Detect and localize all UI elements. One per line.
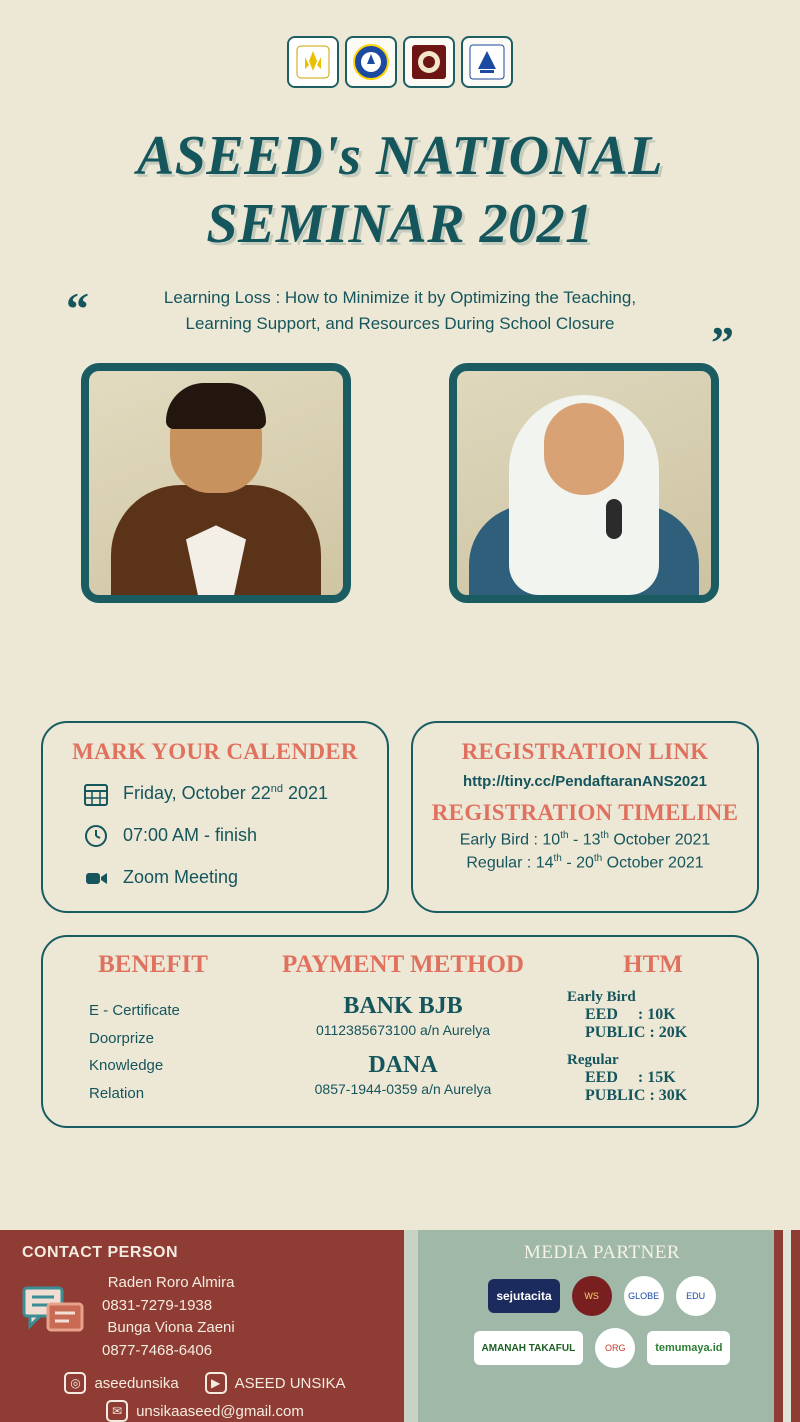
benefit-title: BENEFIT [98, 950, 208, 978]
media-partner-title: MEDIA PARTNER [523, 1242, 681, 1263]
calendar-icon [83, 781, 109, 807]
email-label: unsikaaseed@gmail.com [136, 1402, 304, 1420]
list-item: Knowledge [89, 1057, 164, 1075]
speaker-name-2b: S.sos., M.SIPh. [515, 628, 653, 650]
registration-regular [431, 853, 739, 872]
htm-early-public [567, 1024, 753, 1042]
payment-bank-account: 0112385673100 a/n Aurelya [315, 1021, 491, 1038]
partner-circle-4: ORG [595, 1328, 635, 1368]
payment-ewallet-name: DANA [368, 1051, 438, 1078]
aseed-icon [468, 43, 506, 81]
calendar-date-sup: nd [270, 783, 283, 796]
regular-mid: - 20 [561, 854, 594, 872]
university-logo [403, 36, 455, 88]
htm-group-regular [553, 1052, 753, 1105]
footer-right-stripe [774, 1230, 800, 1422]
early-sup1: th [560, 829, 569, 841]
htm-regular-eed-price: : 15K [637, 1068, 676, 1086]
speaker-name-2a: Sherly Annavita Rahmi [483, 604, 685, 626]
speaker-card-2 [419, 363, 749, 687]
htm-regular-public-price: : 30K [649, 1086, 688, 1104]
list-item: Relation [89, 1085, 145, 1103]
footer [0, 1230, 800, 1422]
htm-group-early [553, 989, 753, 1042]
registration-link-title: REGISTRATION LINK [461, 738, 709, 764]
payment-bank-name: BANK BJB [343, 992, 463, 1019]
calendar-date-row [61, 781, 369, 807]
calendar-date-suffix: 2021 [282, 783, 329, 804]
sejutacita-logo: sejutacita [488, 1279, 559, 1313]
list-item: Doorprize [89, 1029, 155, 1047]
htm-regular-eed-type: EED [585, 1068, 618, 1086]
unsika-icon [352, 43, 390, 81]
tut-wuri-icon [296, 45, 330, 79]
contact-people [96, 1272, 240, 1362]
speaker-card-1 [51, 363, 381, 687]
tut-wuri-handayani-logo [287, 36, 339, 88]
temumaya-logo: temumaya.id [647, 1331, 730, 1365]
registration-panel [411, 721, 759, 913]
htm-regular-label: Regular [567, 1051, 619, 1068]
speaker-hair [166, 383, 266, 429]
quote-close-icon: ” [711, 316, 734, 368]
payment-title: PAYMENT METHOD [282, 950, 524, 978]
benefit-list [53, 997, 253, 1108]
htm-early-label: Early Bird [567, 988, 636, 1005]
htm-early-eed-price: : 10K [637, 1005, 676, 1023]
list-item: E - Certificate [89, 1001, 180, 1019]
social-row-1 [22, 1372, 388, 1394]
university-icon [410, 43, 448, 81]
page-title [0, 122, 800, 259]
htm-regular-public [567, 1087, 753, 1105]
contact-phone-1: 0831-7279-1938 [102, 1296, 213, 1314]
regular-tail: October 2021 [602, 854, 704, 872]
title-line-2: SEMINAR 2021 [206, 193, 594, 256]
calendar-time: 07:00 AM - finish [123, 825, 258, 846]
payment-column [253, 951, 553, 1108]
htm-early-public-price: : 20K [649, 1023, 688, 1041]
htm-early-public-type: PUBLIC [585, 1023, 646, 1041]
regular-label: Regular : 14 [466, 854, 554, 872]
calendar-time-row [61, 823, 369, 849]
htm-early-eed-type: EED [585, 1005, 618, 1023]
media-partner-row-2 [414, 1328, 790, 1368]
contact-section [0, 1230, 404, 1422]
partner-circle-3: EDU [676, 1276, 716, 1316]
contact-title: CONTACT PERSON [22, 1244, 179, 1261]
htm-title: HTM [623, 950, 683, 978]
social-links [22, 1372, 388, 1422]
htm-regular-eed [567, 1069, 753, 1087]
calendar-panel [41, 721, 389, 913]
subtitle-quote [52, 282, 748, 368]
youtube-label: ASEED UNSIKA [234, 1374, 346, 1392]
speaker-role-1b: Pradita Dirgantara [169, 651, 263, 664]
speaker-photo-2 [449, 363, 719, 603]
contact-name-2: Bunga Viona Zaeni [107, 1319, 235, 1336]
info-panels [0, 721, 800, 913]
calendar-platform: Zoom Meeting [123, 867, 239, 888]
regular-sup1: th [553, 853, 562, 865]
clock-icon [83, 823, 109, 849]
speaker2-face [544, 403, 624, 495]
title-line-1: ASEED's NATIONAL [136, 125, 664, 187]
logo-row [0, 0, 800, 88]
payment-ewallet-account: 0857-1944-0359 a/n Aurelya [314, 1080, 492, 1097]
aseed-logo [461, 36, 513, 88]
instagram-icon: ◎ [64, 1372, 86, 1394]
youtube-icon: ▶ [205, 1372, 227, 1394]
contact-body [22, 1272, 388, 1362]
calendar-title: MARK YOUR CALENDER [72, 738, 358, 764]
early-sup2: th [600, 829, 609, 841]
video-camera-icon [83, 865, 109, 891]
media-partner-row-1 [414, 1276, 790, 1316]
calendar-platform-row [61, 865, 369, 891]
contact-name-1: Raden Roro Almira [107, 1274, 235, 1291]
registration-early-bird [431, 830, 739, 849]
youtube-handle[interactable] [205, 1372, 346, 1394]
early-tail: October 2021 [608, 831, 711, 849]
benefit-column [53, 951, 253, 1108]
subtitle-line-1: Learning Loss : How to Minimize it by Optimizing the Teaching, [163, 287, 637, 307]
quote-open-icon: “ [66, 282, 89, 334]
instagram-label: aseedunsika [94, 1374, 179, 1392]
footer-left-stripe [404, 1230, 418, 1422]
registration-link[interactable]: http://tiny.cc/PendaftaranANS2021 [463, 772, 707, 790]
details-box [41, 935, 759, 1128]
amanah-takaful-logo: AMANAH TAKAFUL [474, 1331, 584, 1365]
unsika-logo [345, 36, 397, 88]
partner-circle-1: WS [572, 1276, 612, 1316]
early-mid: - 13 [568, 831, 601, 849]
htm-early-eed [567, 1006, 753, 1024]
calendar-date [123, 783, 328, 804]
speaker-role-2: Millennial Influencer and Motivator [496, 658, 672, 671]
microphone-icon [606, 499, 622, 539]
registration-timeline-title: REGISTRATION TIMELINE [431, 799, 739, 825]
social-row-2[interactable] [22, 1400, 388, 1422]
partner-circle-2: GLOBE [624, 1276, 664, 1316]
speaker-photo-1 [81, 363, 351, 603]
calendar-date-prefix: Friday, October 22 [123, 783, 271, 804]
early-label: Early Bird : 10 [459, 831, 561, 849]
regular-sup2: th [593, 853, 603, 865]
speaker-name-1: Dwi A Yuliantoro, Ph.D [116, 604, 316, 626]
subtitle-line-2: Learning Support, and Resources During School Closure [185, 313, 615, 333]
media-partner-section [404, 1230, 800, 1422]
speakers-section [0, 363, 800, 687]
chat-bubbles-icon [22, 1272, 96, 1362]
contact-phone-2: 0877-7468-6406 [102, 1341, 213, 1359]
htm-column [553, 951, 753, 1108]
htm-regular-public-type: PUBLIC [585, 1086, 646, 1104]
instagram-handle[interactable] [64, 1372, 178, 1394]
email-icon: ✉ [106, 1400, 128, 1422]
speaker-role-1a: Director General, School Development Directorate of [81, 635, 351, 648]
